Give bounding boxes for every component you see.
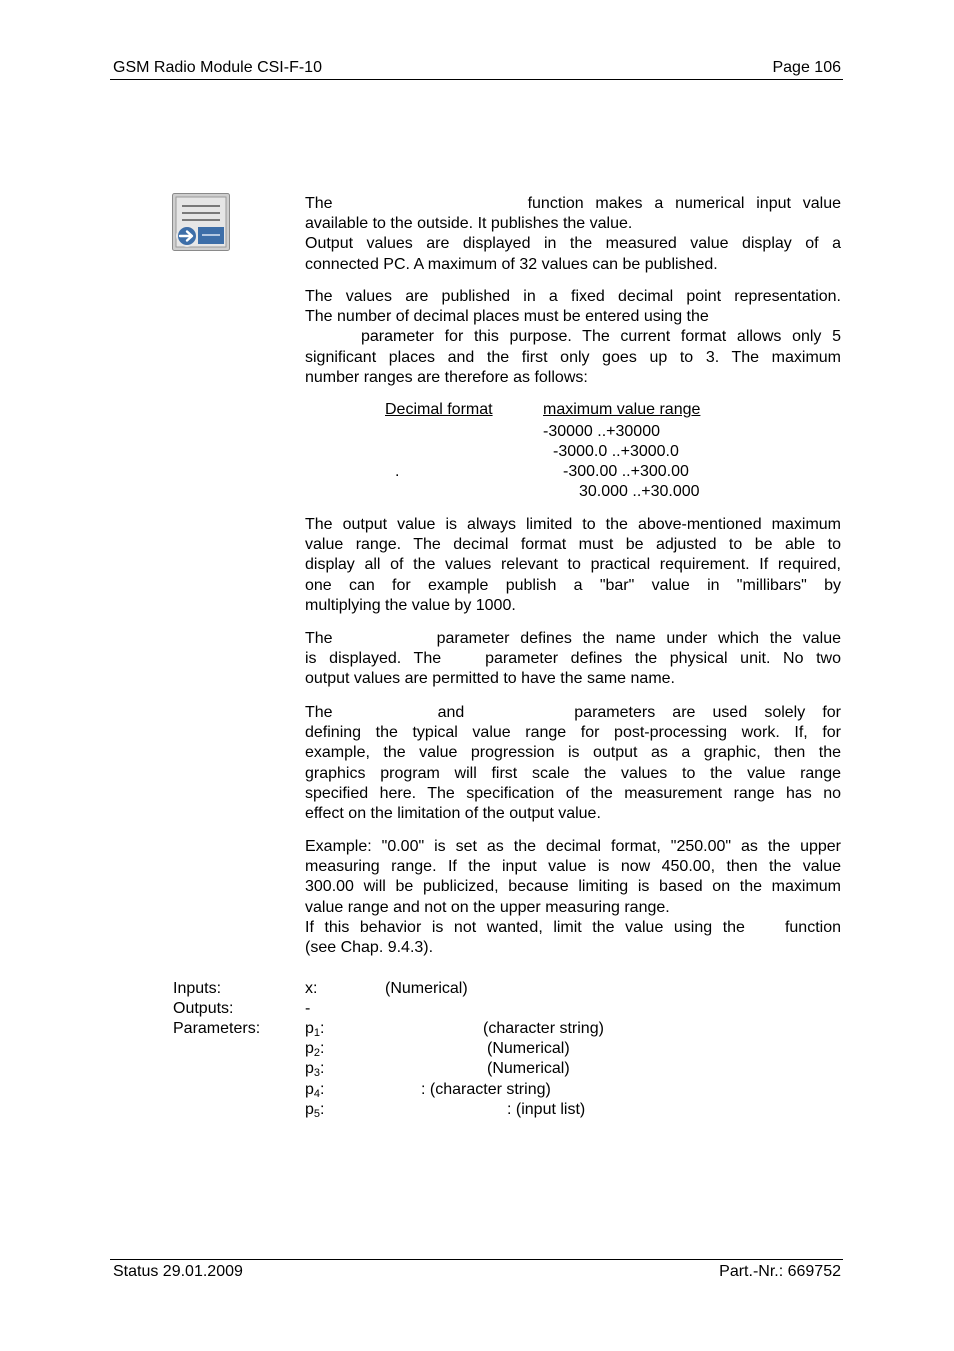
text: effect on the limitation of the output value. — [305, 805, 601, 823]
header-page-number: Page 106 — [772, 59, 841, 76]
text: value range. The decimal format must be adjusted to be able to — [305, 536, 841, 554]
param-type: (character string) — [483, 1020, 604, 1037]
name-unit-paragraph — [305, 629, 841, 690]
example-paragraph — [305, 837, 841, 958]
param-type: : (character string) — [421, 1081, 551, 1098]
text: multiplying the value by 1000. — [305, 596, 516, 614]
output-value-icon — [172, 193, 230, 251]
text: parameters are used solely for — [574, 704, 841, 721]
text: number ranges are therefore as follows: — [305, 368, 588, 386]
param-name: $p_4$: — [305, 1081, 325, 1100]
text: specified here. The specification of the measurement range has no — [305, 784, 841, 802]
text: 300.00 will be publicized, because limiting is based on the maximum — [305, 878, 841, 896]
text: function — [784, 918, 841, 936]
text: significant places and the first only goes up to 3. The maximum — [305, 348, 841, 366]
header-title: GSM Radio Module CSI-F-10 — [113, 59, 322, 76]
param-name: $p_1$: — [305, 1020, 325, 1039]
text: defining the typical value range for post-processing work. If, for — [305, 724, 841, 742]
outputs-value: - — [305, 1000, 311, 1017]
text: graphics program will first scale the values to the value range — [305, 764, 841, 782]
text: parameter defines the name under which the value — [436, 630, 841, 647]
text: example, the value progression is output as a graphic, then the — [305, 744, 841, 762]
text: Example: "0.00" is set as the decimal format, "250.00" as the upper — [305, 838, 841, 855]
text: The number of decimal places must be entered using the — [305, 308, 709, 326]
table-cell-range: -30000 ..+30000 — [543, 423, 660, 440]
text: parameter defines the physical unit. No two — [485, 650, 841, 668]
text: measuring range. If the input value is now 450.00, then the value — [305, 858, 841, 876]
text: Output values are displayed in the measured value display of a — [305, 235, 841, 253]
limit-paragraph — [305, 515, 841, 616]
table-cell-range: -3000.0 ..+3000.0 — [553, 443, 679, 460]
table-header-decimal-format: Decimal format — [385, 401, 493, 418]
text: function makes a numerical input value — [527, 195, 841, 212]
header-rule — [110, 79, 843, 80]
text: available to the outside. It publishes the value. — [305, 215, 633, 233]
param-type: (Numerical) — [487, 1040, 570, 1057]
input-name: x: — [305, 980, 318, 997]
param-type: : (input list) — [507, 1101, 586, 1118]
footer-rule — [110, 1259, 843, 1260]
text: connected PC. A maximum of 32 values can be published. — [305, 255, 718, 273]
table-cell-range: -300.00 ..+300.00 — [563, 463, 689, 480]
parameters-label: Parameters: — [173, 1020, 261, 1037]
text: If this behavior is not wanted, limit the value using the — [305, 918, 745, 936]
table-cell-format: . — [395, 463, 400, 480]
text: one can for example publish a "bar" value in "millibars" by — [305, 576, 841, 594]
text: The values are published in a fixed decimal point representation. — [305, 288, 841, 305]
text: (see Chap. 9.4.3). — [305, 939, 434, 957]
text: The — [305, 704, 333, 721]
text: is displayed. The — [305, 650, 442, 668]
input-type: (Numerical) — [385, 980, 468, 997]
text: and — [437, 704, 465, 721]
text: output values are permitted to have the same name. — [305, 670, 675, 688]
measuring-range-paragraph — [305, 703, 841, 824]
footer-part-number: Part.-Nr.: 669752 — [719, 1263, 841, 1280]
text: value range and not on the upper measuring range. — [305, 898, 670, 916]
table-header-value-range: maximum value range — [543, 401, 701, 418]
table-cell-range: 30.000 ..+30.000 — [579, 483, 700, 500]
format-paragraph — [305, 287, 841, 388]
footer-status: Status 29.01.2009 — [113, 1263, 243, 1280]
param-name: $p_2$: — [305, 1040, 325, 1059]
inputs-label: Inputs: — [173, 980, 222, 997]
param-name: $p_3$: — [305, 1060, 325, 1079]
param-type: (Numerical) — [487, 1060, 570, 1077]
intro-paragraph — [305, 194, 841, 275]
text: display all of the values relevant to practical requirement. If required, — [305, 556, 841, 574]
text: The — [305, 195, 333, 212]
outputs-label: Outputs: — [173, 1000, 234, 1017]
text: The — [305, 630, 333, 647]
text: The output value is always limited to the above-mentioned maximum — [305, 516, 841, 533]
text: parameter for this purpose. The current format allows only 5 — [361, 328, 841, 346]
param-name: $p_5$: — [305, 1101, 325, 1120]
